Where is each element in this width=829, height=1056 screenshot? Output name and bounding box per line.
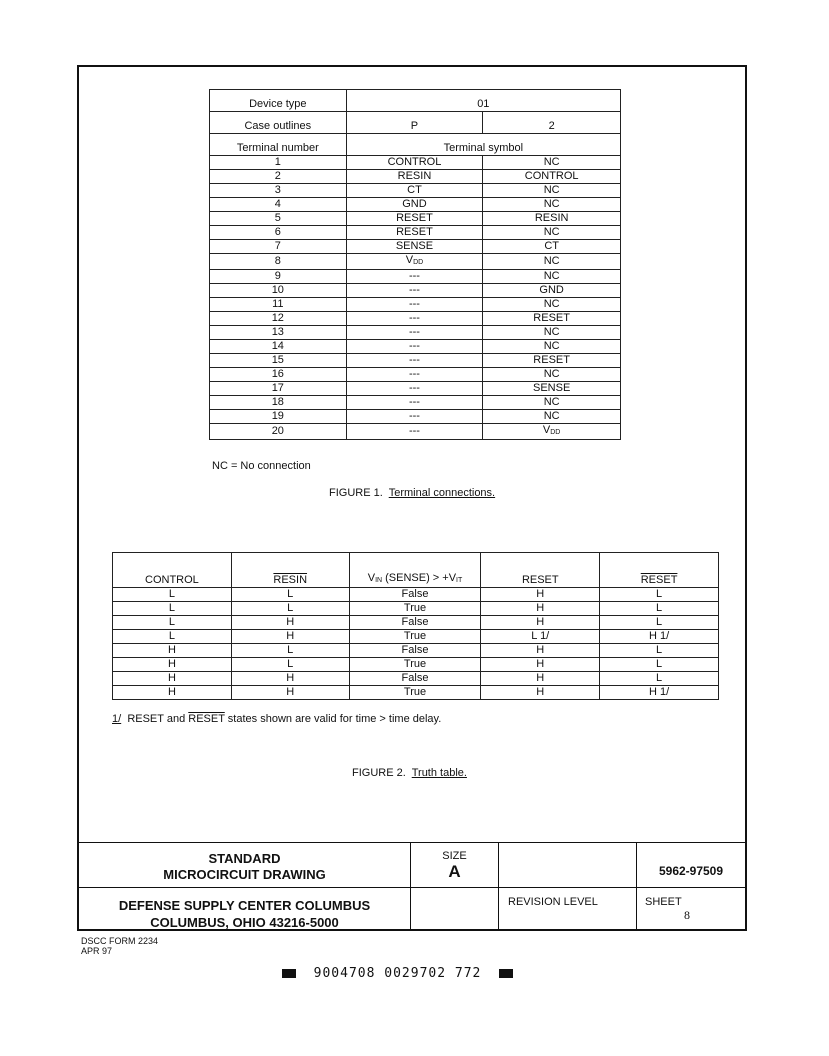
terminal-symbol-p-text: --- xyxy=(408,326,420,338)
truth-cell-resin: H xyxy=(231,672,349,686)
terminal-symbol-p xyxy=(346,270,483,284)
terminal-row xyxy=(210,170,621,184)
truth-row xyxy=(113,658,719,672)
figure2-caption xyxy=(352,767,467,779)
terminal-symbol-p-text: --- xyxy=(408,312,420,324)
header-vin-mid: (SENSE) > +V xyxy=(382,572,457,584)
truth-row xyxy=(113,588,719,602)
terminal-symbol-p xyxy=(346,312,483,326)
barcode-block-left xyxy=(282,969,296,978)
terminal-symbol-p xyxy=(346,184,483,198)
terminal-number xyxy=(210,226,347,240)
terminal-row xyxy=(210,270,621,284)
header-vin-sense xyxy=(349,553,481,588)
terminal-symbol-p xyxy=(346,298,483,312)
terminal-symbol-p xyxy=(346,198,483,212)
terminal-symbol-2 xyxy=(483,170,621,184)
truth-cell-resin: H xyxy=(231,686,349,700)
terminal-number-text: 14 xyxy=(271,340,284,352)
size-value: A xyxy=(448,862,461,881)
truth-cell-vin-sense: False xyxy=(349,672,481,686)
terminal-symbol-2 xyxy=(483,240,621,254)
terminal-symbol-2-text: SENSE xyxy=(533,382,571,394)
terminal-symbol-p-text: SENSE xyxy=(395,240,434,252)
terminal-symbol-2 xyxy=(483,312,621,326)
truth-cell-vin-sense: True xyxy=(349,658,481,672)
blank-cell xyxy=(499,843,637,888)
terminal-symbol-2-text: NC xyxy=(543,396,560,408)
terminal-symbol-2 xyxy=(483,156,621,170)
terminal-number xyxy=(210,284,347,298)
terminal-connections-table xyxy=(209,89,621,440)
terminal-row xyxy=(210,382,621,396)
header-reset: RESET xyxy=(481,553,600,588)
terminal-symbol-p xyxy=(346,326,483,340)
terminal-symbol-p-text: RESIN xyxy=(397,170,432,182)
terminal-number xyxy=(210,340,347,354)
terminal-symbol-p-text: RESET xyxy=(396,212,433,224)
terminal-symbol-p xyxy=(346,284,483,298)
terminal-symbol-p xyxy=(346,254,483,270)
terminal-symbol-p-text: V xyxy=(405,254,414,266)
terminal-symbol-p-text: --- xyxy=(408,340,420,352)
terminal-symbol-label: Terminal symbol xyxy=(346,134,620,156)
truth-cell-resin: H xyxy=(231,616,349,630)
sheet-label: SHEET xyxy=(645,896,682,908)
terminal-row xyxy=(210,326,621,340)
terminal-number-text: 17 xyxy=(271,382,284,394)
doc-number: 5962-97509 xyxy=(658,864,724,878)
terminal-symbol-p-text: --- xyxy=(408,270,420,282)
header-vin-v: V xyxy=(367,572,376,584)
revision-label: REVISION LEVEL xyxy=(508,896,598,908)
figure1-caption xyxy=(329,487,495,499)
truth-cell-resin: L xyxy=(231,658,349,672)
title-block xyxy=(79,842,745,930)
terminal-number-text: 18 xyxy=(271,396,284,408)
truth-cell-reset-bar: L xyxy=(600,644,719,658)
terminal-symbol-2 xyxy=(483,368,621,382)
terminal-symbol-p-text: --- xyxy=(408,396,420,408)
terminal-number-text: 3 xyxy=(274,184,281,196)
revision-cell xyxy=(499,888,637,930)
terminal-symbol-2-text: RESET xyxy=(533,312,570,324)
terminal-number-text: 4 xyxy=(274,198,281,210)
figure2-footnote xyxy=(112,713,441,725)
size-cell xyxy=(411,843,499,888)
device-type-value: 01 xyxy=(346,90,620,112)
case-outline-p: P xyxy=(346,112,483,134)
footnote-text-c: states shown are valid for time > time delay. xyxy=(224,713,442,725)
truth-cell-resin: L xyxy=(231,588,349,602)
terminal-symbol-2-text: NC xyxy=(543,270,560,282)
truth-cell-vin-sense: False xyxy=(349,616,481,630)
terminal-symbol-p-text: --- xyxy=(408,425,420,437)
terminal-number-text: 11 xyxy=(272,298,284,310)
barcode-block-right xyxy=(499,969,513,978)
truth-cell-reset: H xyxy=(481,602,600,616)
terminal-number-text: 9 xyxy=(274,270,281,282)
truth-cell-vin-sense: True xyxy=(349,630,481,644)
truth-table xyxy=(112,552,719,700)
figure1-caption-prefix: FIGURE 1. xyxy=(329,487,383,499)
terminal-number xyxy=(210,326,347,340)
footnote-mark: 1/ xyxy=(112,713,122,725)
terminal-row xyxy=(210,340,621,354)
truth-row xyxy=(113,602,719,616)
barcode-text: 9004708 0029702 772 xyxy=(313,966,482,981)
truth-cell-control: L xyxy=(113,616,232,630)
terminal-row xyxy=(210,212,621,226)
terminal-number-text: 8 xyxy=(274,255,281,267)
terminal-number-text: 2 xyxy=(274,170,281,182)
terminal-number xyxy=(210,298,347,312)
terminal-row xyxy=(210,312,621,326)
terminal-symbol-2 xyxy=(483,184,621,198)
terminal-symbol-2-text: RESET xyxy=(533,354,570,366)
terminal-symbol-2-text: NC xyxy=(543,410,560,422)
terminal-symbol-2-text: NC xyxy=(543,184,560,196)
terminal-number-text: 1 xyxy=(274,156,281,168)
terminal-symbol-p-text: --- xyxy=(408,354,420,366)
header-reset-bar-text: RESET xyxy=(640,574,678,586)
truth-cell-vin-sense: False xyxy=(349,644,481,658)
terminal-symbol-2 xyxy=(483,226,621,240)
terminal-row xyxy=(210,184,621,198)
footnote-text-a: RESET and xyxy=(127,713,189,725)
truth-cell-vin-sense: True xyxy=(349,686,481,700)
terminal-symbol-p-text: --- xyxy=(408,298,420,310)
case-outlines-label: Case outlines xyxy=(210,112,347,134)
terminal-number xyxy=(210,156,347,170)
terminal-row xyxy=(210,368,621,382)
terminal-row xyxy=(210,396,621,410)
terminal-symbol-p-text: GND xyxy=(402,198,427,210)
header-control: CONTROL xyxy=(113,553,232,588)
truth-cell-control: L xyxy=(113,602,232,616)
terminal-symbol-2 xyxy=(483,354,621,368)
truth-cell-reset: H xyxy=(481,658,600,672)
terminal-symbol-2-text: NC xyxy=(543,226,560,238)
terminal-number xyxy=(210,354,347,368)
header-reset-bar xyxy=(600,553,719,588)
terminal-number-text: 16 xyxy=(271,368,284,380)
truth-cell-resin: H xyxy=(231,630,349,644)
terminal-number xyxy=(210,254,347,270)
terminal-symbol-2 xyxy=(483,410,621,424)
terminal-symbol-p xyxy=(346,354,483,368)
terminal-number xyxy=(210,410,347,424)
truth-cell-resin: L xyxy=(231,602,349,616)
truth-cell-control: L xyxy=(113,630,232,644)
terminal-symbol-2 xyxy=(483,326,621,340)
truth-cell-control: L xyxy=(113,588,232,602)
truth-cell-reset: H xyxy=(481,588,600,602)
terminal-number xyxy=(210,240,347,254)
terminal-symbol-2 xyxy=(483,382,621,396)
terminal-number xyxy=(210,184,347,198)
blank-cell-2 xyxy=(411,888,499,930)
terminal-symbol-2 xyxy=(483,270,621,284)
form-date: APR 97 xyxy=(81,946,113,956)
terminal-symbol-2-sub: DD xyxy=(550,429,561,436)
terminal-symbol-p-text: --- xyxy=(408,368,420,380)
truth-cell-reset: L 1/ xyxy=(481,630,600,644)
terminal-symbol-2-text: NC xyxy=(543,255,560,267)
terminal-symbol-p xyxy=(346,156,483,170)
size-label: SIZE xyxy=(442,850,467,862)
terminal-symbol-2 xyxy=(483,212,621,226)
terminal-symbol-2-text: RESIN xyxy=(534,212,569,224)
form-number: DSCC FORM 2234 xyxy=(81,936,159,946)
terminal-symbol-p-text: --- xyxy=(408,284,420,296)
truth-row xyxy=(113,672,719,686)
terminal-number-text: 7 xyxy=(274,240,281,252)
figure1-caption-title: Terminal connections. xyxy=(388,487,496,499)
sheet-value: 8 xyxy=(684,908,690,922)
terminal-row xyxy=(210,284,621,298)
terminal-symbol-p xyxy=(346,396,483,410)
terminal-row xyxy=(210,424,621,440)
terminal-number xyxy=(210,396,347,410)
terminal-number xyxy=(210,212,347,226)
terminal-symbol-p xyxy=(346,340,483,354)
dscc-line2: COLUMBUS, OHIO 43216-5000 xyxy=(150,915,339,930)
terminal-symbol-2-text: NC xyxy=(543,298,560,310)
terminal-number xyxy=(210,170,347,184)
terminal-row xyxy=(210,240,621,254)
terminal-symbol-2-text: CT xyxy=(544,240,559,252)
terminal-symbol-2-text: V xyxy=(542,424,551,436)
doc-number-cell xyxy=(637,843,745,888)
truth-cell-reset-bar: H 1/ xyxy=(600,630,719,644)
dscc-cell xyxy=(79,888,411,930)
terminal-number-text: 6 xyxy=(274,226,281,238)
terminal-symbol-p xyxy=(346,170,483,184)
terminal-symbol-2 xyxy=(483,254,621,270)
truth-cell-control: H xyxy=(113,658,232,672)
terminal-row xyxy=(210,410,621,424)
terminal-symbol-p-sub: DD xyxy=(413,259,424,266)
terminal-number-text: 20 xyxy=(271,425,284,437)
terminal-symbol-p-text: --- xyxy=(408,382,420,394)
truth-row xyxy=(113,644,719,658)
truth-cell-reset-bar: L xyxy=(600,658,719,672)
figure2-caption-title: Truth table. xyxy=(411,767,467,779)
truth-cell-reset: H xyxy=(481,686,600,700)
footnote-text-b: RESET xyxy=(188,713,225,725)
mcd-title: MICROCIRCUIT DRAWING xyxy=(163,867,326,882)
truth-cell-reset-bar: L xyxy=(600,672,719,686)
form-footer xyxy=(81,936,158,956)
terminal-number-text: 15 xyxy=(271,354,284,366)
header-resin-text: RESIN xyxy=(273,574,308,586)
terminal-symbol-2 xyxy=(483,340,621,354)
terminal-row xyxy=(210,254,621,270)
terminal-symbol-p-text: CT xyxy=(407,184,422,196)
terminal-symbol-2-text: CONTROL xyxy=(524,170,579,182)
terminal-symbol-p-text: RESET xyxy=(396,226,433,238)
nc-note: NC = No connection xyxy=(212,460,311,472)
figure2-caption-prefix: FIGURE 2. xyxy=(352,767,406,779)
terminal-number xyxy=(210,198,347,212)
terminal-symbol-p xyxy=(346,410,483,424)
terminal-number-text: 13 xyxy=(271,326,284,338)
standard-title: STANDARD xyxy=(208,851,281,866)
terminal-symbol-2-text: NC xyxy=(543,368,560,380)
terminal-number xyxy=(210,312,347,326)
truth-cell-reset-bar: H 1/ xyxy=(600,686,719,700)
truth-cell-reset-bar: L xyxy=(600,616,719,630)
terminal-symbol-p xyxy=(346,382,483,396)
dscc-line1: DEFENSE SUPPLY CENTER COLUMBUS xyxy=(118,898,371,913)
terminal-number-label: Terminal number xyxy=(210,134,347,156)
terminal-number xyxy=(210,382,347,396)
terminal-row xyxy=(210,156,621,170)
terminal-symbol-p xyxy=(346,368,483,382)
truth-cell-control: H xyxy=(113,686,232,700)
terminal-row xyxy=(210,298,621,312)
terminal-number-text: 5 xyxy=(274,212,281,224)
device-type-label: Device type xyxy=(210,90,347,112)
truth-cell-resin: L xyxy=(231,644,349,658)
terminal-symbol-2-text: NC xyxy=(543,340,560,352)
truth-cell-reset: H xyxy=(481,672,600,686)
truth-cell-reset: H xyxy=(481,644,600,658)
terminal-number xyxy=(210,270,347,284)
terminal-number-text: 19 xyxy=(271,410,284,422)
header-resin xyxy=(231,553,349,588)
terminal-symbol-2 xyxy=(483,298,621,312)
terminal-row xyxy=(210,226,621,240)
truth-row xyxy=(113,686,719,700)
terminal-symbol-p xyxy=(346,212,483,226)
terminal-symbol-2 xyxy=(483,284,621,298)
truth-cell-reset-bar: L xyxy=(600,602,719,616)
truth-row xyxy=(113,630,719,644)
truth-cell-vin-sense: True xyxy=(349,602,481,616)
terminal-number xyxy=(210,368,347,382)
terminal-symbol-p xyxy=(346,424,483,440)
truth-cell-control: H xyxy=(113,672,232,686)
terminal-symbol-p xyxy=(346,226,483,240)
truth-row xyxy=(113,616,719,630)
terminal-number xyxy=(210,424,347,440)
truth-cell-control: H xyxy=(113,644,232,658)
case-outline-2: 2 xyxy=(483,112,621,134)
terminal-symbol-2 xyxy=(483,396,621,410)
standard-drawing-cell xyxy=(79,843,411,888)
terminal-number-text: 12 xyxy=(271,312,284,324)
header-vin-sub: IN xyxy=(375,577,383,584)
terminal-symbol-2 xyxy=(483,198,621,212)
terminal-symbol-2-text: NC xyxy=(543,198,560,210)
terminal-number-text: 10 xyxy=(271,284,284,296)
terminal-symbol-2-text: NC xyxy=(543,326,560,338)
barcode-line xyxy=(282,966,513,981)
terminal-row xyxy=(210,354,621,368)
terminal-symbol-2-text: GND xyxy=(539,284,564,296)
truth-cell-reset-bar: L xyxy=(600,588,719,602)
header-vin-sub2: IT xyxy=(456,577,463,584)
terminal-symbol-p-text: --- xyxy=(408,410,420,422)
terminal-row xyxy=(210,198,621,212)
truth-cell-vin-sense: False xyxy=(349,588,481,602)
terminal-symbol-p-text: CONTROL xyxy=(387,156,442,168)
terminal-symbol-2 xyxy=(483,424,621,440)
terminal-symbol-p xyxy=(346,240,483,254)
terminal-symbol-2-text: NC xyxy=(543,156,560,168)
truth-cell-reset: H xyxy=(481,616,600,630)
sheet-cell xyxy=(637,888,745,930)
